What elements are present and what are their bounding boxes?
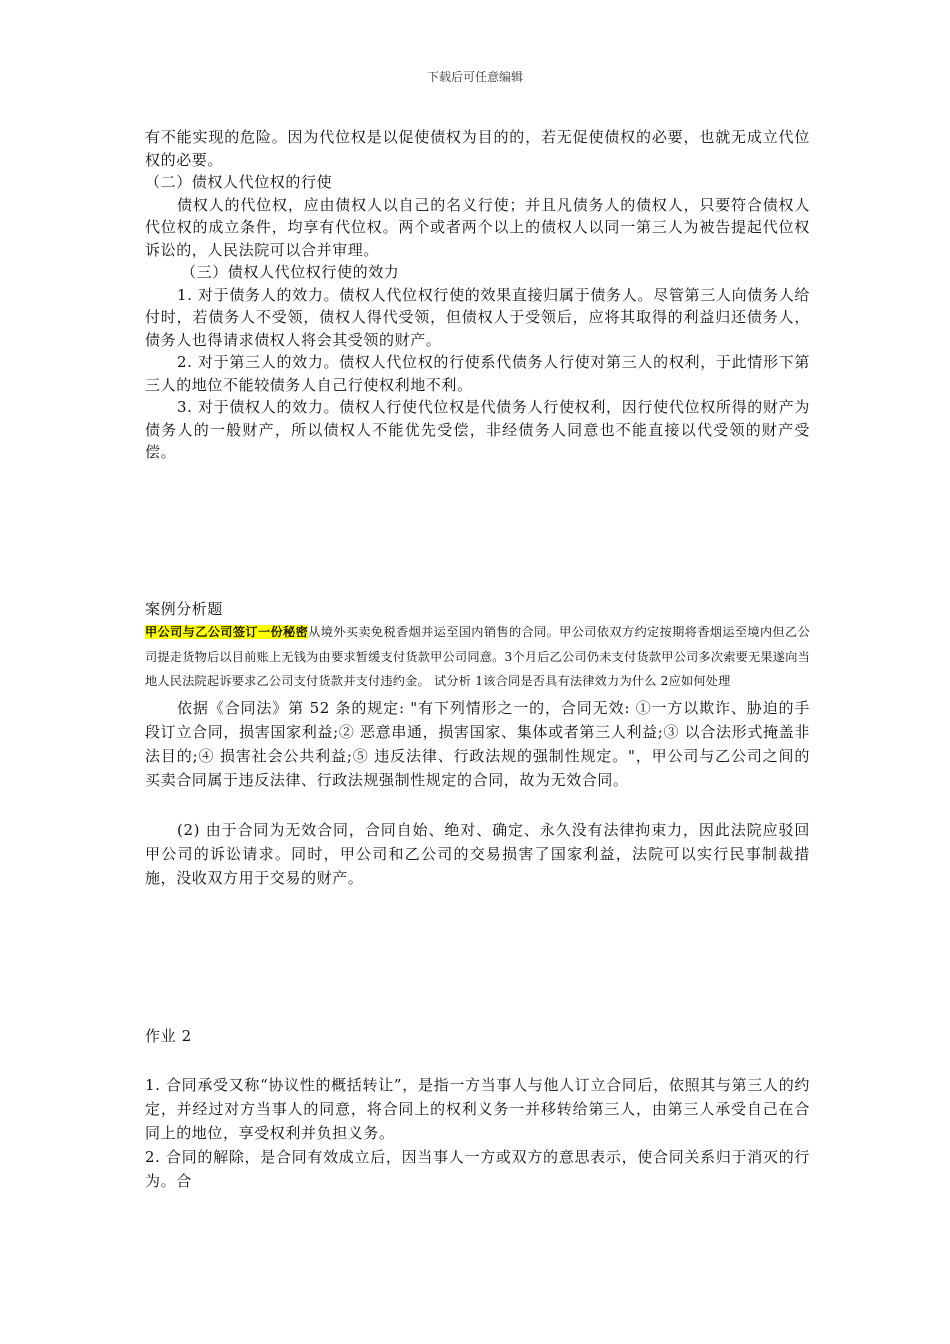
homework-title: 作业 2 [145, 1027, 192, 1045]
case-description-rest: 从境外买卖免税香烟并运至国内销售的合同。甲公司依双方约定按期将香烟运至境内但乙公司提走货物后以目前账上无钱为由要求暂缓支付货款甲公司同意。3个月后乙公司仍未支付货款甲公司多次索要无果遂向当地人民法院起诉要求乙公司支付货款并支付违约金。 试分析 1该合同是否具有法律效力为什么 2应如何处理 [145, 625, 810, 688]
list-item-effect-creditor: 3. 对于债权人的效力。债权人行使代位权是代债务人行使权利，因行使代位权所得的财产为债务人的一般财产，所以债权人不能优先受偿，非经债务人同意也不能直接以代受领的财产受偿。 [145, 398, 810, 461]
paragraph-exercise: 债权人的代位权，应由债权人以自己的名义行使；并且凡债务人的债权人，只要符合债权人代位权的成立条件，均享有代位权。两个或者两个以上的债权人以同一第三人为被告提起代位权诉讼的，人民法院可以合并审理。 [145, 195, 810, 259]
heading-effect: （三）债权人代位权行使的效力 [181, 263, 400, 281]
case-description [145, 620, 810, 694]
homework-item-1: 1. 合同承受又称“协议性的概括转让”，是指一方当事人与他人订立合同后，依照其与第三人的约定，并经过对方当事人的同意，将合同上的权利义务一并移转给第三人，由第三人承受自己在合同上的地位，享受权利并负担义务。 [145, 1076, 810, 1142]
homework-item-2: 2. 合同的解除，是合同有效成立后，因当事人一方或双方的意思表示，使合同关系归于消灭的行为。合 [145, 1148, 810, 1190]
highlighted-text: 甲公司与乙公司签订一份秘密 [145, 625, 309, 639]
section-creditor-subrogation [145, 126, 810, 464]
list-item-effect-debtor: 1. 对于债务人的效力。债权人代位权行使的效果直接归属于债务人。尽管第三人向债务人给付时，若债务人不受领，债权人得代受领，但债权人于受领后，应将其取得的利益归还债务人，债务人也得请求债权人将会其受领的财产。 [145, 285, 810, 349]
paragraph-continuation: 有不能实现的危险。因为代位权是以促使债权为目的的，若无促使债权的必要，也就无成立代位权的必要。 [145, 128, 810, 169]
page-header-note: 下载后可任意编辑 [426, 70, 523, 84]
case-title: 案例分析题 [145, 600, 224, 618]
section-case-analysis [145, 598, 810, 890]
section-homework [145, 1025, 810, 1193]
case-answer-2: (2) 由于合同为无效合同，合同自始、绝对、确定、永久没有法律拘束力，因此法院应驳回甲公司的诉讼请求。同时，甲公司和乙公司的交易损害了国家利益，法院可以实行民事制裁措施，没收双方用于交易的财产。 [145, 820, 810, 887]
list-item-effect-third-party: 2. 对于第三人的效力。债权人代位权的行使系代债务人行使对第三人的权利，于此情形下第三人的地位不能较债务人自己行使权利地不利。 [145, 353, 810, 394]
case-answer-1: 依据《合同法》第 52 条的规定: "有下列情形之一的，合同无效: ①一方以欺诈、胁迫的手段订立合同，损害国家利益;② 恶意串通，损害国家、集体或者第三人利益;③ 以合法形式掩盖非法目的;④ 损害社会公共利益;⑤ 违反法律、行政法规的强制性规定。"，甲公司与乙公司之间的买卖合同属于违反法律、行政法规强制性规定的合同，故为无效合同。 [145, 698, 810, 789]
heading-exercise: （二）债权人代位权的行使 [145, 173, 333, 191]
